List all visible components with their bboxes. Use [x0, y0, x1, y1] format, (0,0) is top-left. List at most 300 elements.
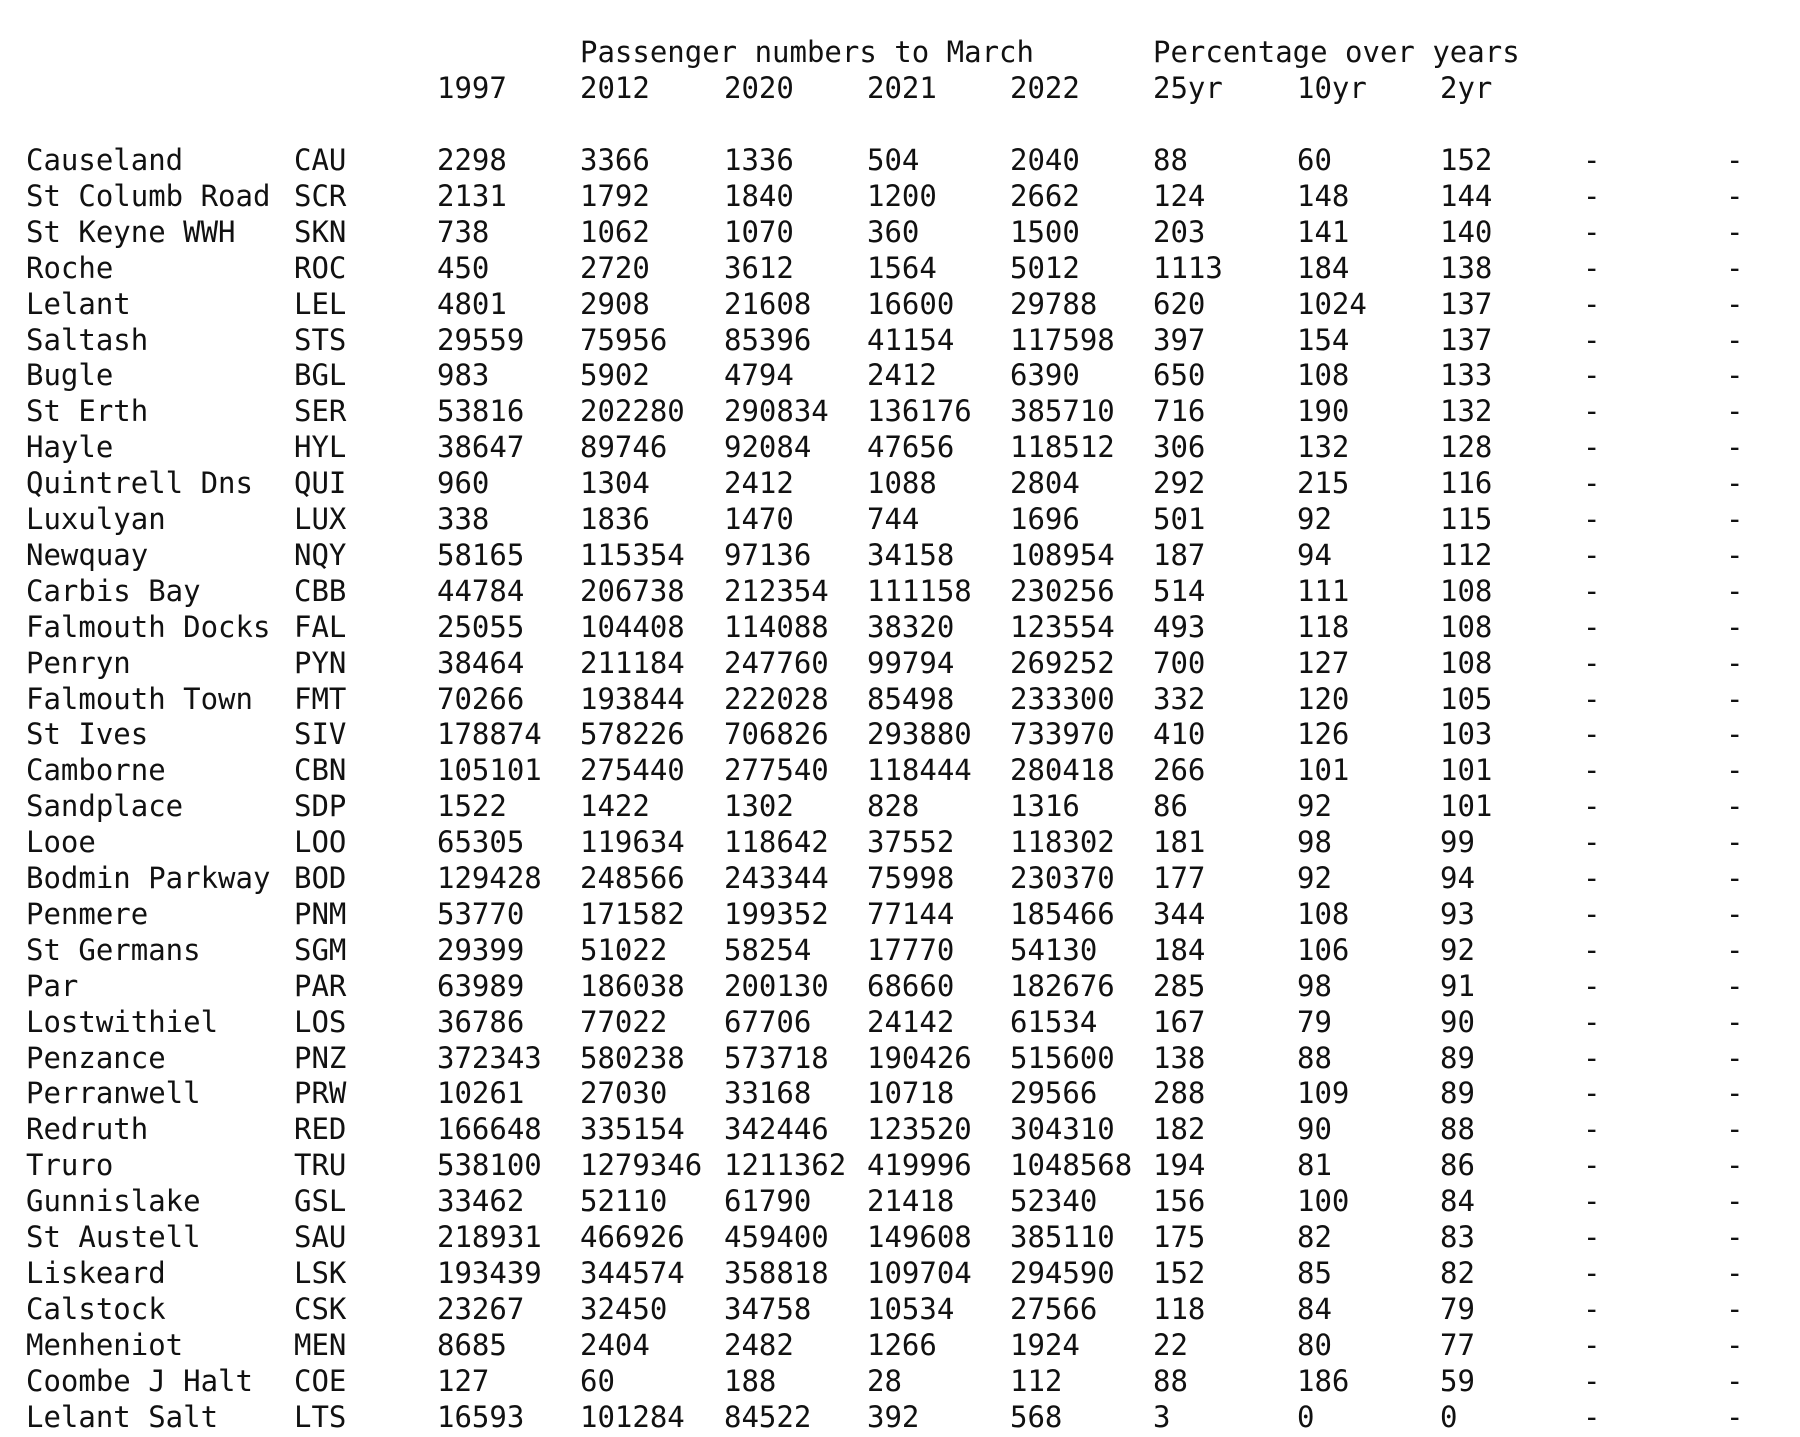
cell-y2020: 2412 [724, 466, 794, 501]
cell-y2020: 84522 [724, 1399, 812, 1434]
cell-p10: 81 [1297, 1148, 1332, 1183]
cell-d2: - [1726, 609, 1744, 644]
cell-y2020: 58254 [724, 932, 812, 967]
cell-d2: - [1726, 1076, 1744, 1111]
table-row [26, 1219, 1786, 1255]
cell-name: Coombe J Halt [26, 1363, 253, 1398]
cell-y2022: 1316 [1010, 789, 1080, 824]
cell-d2: - [1726, 681, 1744, 716]
cell-d2: - [1726, 1112, 1744, 1147]
cell-y2012: 248566 [580, 861, 685, 895]
cell-p25: 716 [1153, 394, 1206, 429]
table-row [26, 429, 1786, 465]
table-row [26, 393, 1786, 429]
cell-y2020: 1840 [724, 178, 794, 213]
cell-y2012: 32450 [580, 1291, 668, 1326]
table-row [26, 1183, 1786, 1219]
cell-y2020: 222028 [724, 681, 829, 716]
cell-y2022: 294590 [1010, 1255, 1115, 1290]
cell-y2022: 2804 [1010, 466, 1080, 501]
cell-p10: 79 [1297, 1004, 1332, 1039]
cell-code: PRW [294, 1076, 347, 1111]
cell-y1997: 58165 [437, 537, 525, 572]
cell-y2022: 230256 [1010, 573, 1115, 608]
table-row [26, 1040, 1786, 1076]
cell-name: Lelant [26, 286, 131, 321]
cell-p25: 397 [1153, 322, 1206, 357]
column-header-2020: 2020 [724, 71, 794, 105]
table-row [26, 1147, 1786, 1183]
cell-y2022: 6390 [1010, 358, 1080, 393]
cell-y2022: 568 [1010, 1399, 1063, 1434]
cell-p10: 148 [1297, 178, 1350, 213]
cell-d2: - [1726, 1148, 1744, 1183]
cell-y2022: 29566 [1010, 1076, 1098, 1111]
cell-code: CBB [294, 573, 347, 608]
cell-y2020: 459400 [724, 1220, 829, 1254]
cell-p10: 92 [1297, 789, 1332, 824]
cell-y2022: 230370 [1010, 861, 1115, 895]
cell-y2020: 188 [724, 1363, 777, 1398]
cell-y2021: 111158 [867, 573, 972, 608]
cell-y2012: 578226 [580, 717, 685, 752]
cell-y2021: 504 [867, 143, 920, 177]
cell-y2020: 1470 [724, 502, 794, 536]
cell-d1: - [1583, 286, 1601, 321]
cell-d2: - [1726, 645, 1744, 680]
cell-y2012: 206738 [580, 573, 685, 608]
table-row [26, 501, 1786, 537]
cell-name: Gunnislake [26, 1184, 201, 1219]
cell-p2: 99 [1440, 825, 1475, 860]
cell-p10: 0 [1297, 1399, 1315, 1434]
cell-d1: - [1583, 1399, 1601, 1434]
cell-y2012: 52110 [580, 1184, 668, 1219]
cell-name: Penryn [26, 645, 131, 680]
cell-p10: 109 [1297, 1076, 1350, 1111]
cell-p10: 108 [1297, 358, 1350, 393]
cell-y2012: 186038 [580, 968, 685, 1003]
cell-code: FMT [294, 681, 347, 716]
cell-p25: 88 [1153, 143, 1188, 177]
cell-code: MEN [294, 1327, 347, 1362]
cell-y1997: 53770 [437, 896, 525, 931]
cell-y2012: 1792 [580, 178, 650, 213]
cell-d2: - [1726, 358, 1744, 393]
table-row [26, 1004, 1786, 1040]
cell-p25: 118 [1153, 1291, 1206, 1326]
cell-d1: - [1583, 1076, 1601, 1111]
cell-name: Sandplace [26, 789, 184, 824]
table-row [26, 214, 1786, 250]
cell-p2: 79 [1440, 1291, 1475, 1326]
cell-y2021: 1266 [867, 1327, 937, 1362]
cell-y2021: 75998 [867, 861, 955, 895]
cell-y2020: 114088 [724, 609, 829, 644]
cell-y1997: 960 [437, 466, 490, 501]
cell-name: Penmere [26, 896, 149, 931]
cell-d2: - [1726, 896, 1744, 931]
cell-p2: 77 [1440, 1327, 1475, 1362]
cell-y2012: 119634 [580, 825, 685, 860]
cell-y2012: 77022 [580, 1004, 668, 1039]
cell-y2012: 275440 [580, 753, 685, 788]
cell-y2022: 233300 [1010, 681, 1115, 716]
cell-name: Calstock [26, 1291, 166, 1326]
cell-y2022: 385710 [1010, 394, 1115, 429]
cell-p2: 89 [1440, 1040, 1475, 1075]
cell-y2020: 4794 [724, 358, 794, 393]
cell-p10: 215 [1297, 466, 1350, 501]
cell-code: LTS [294, 1399, 347, 1434]
cell-y2021: 136176 [867, 394, 972, 429]
cell-code: ROC [294, 250, 347, 285]
cell-p10: 186 [1297, 1363, 1350, 1398]
cell-p25: 86 [1153, 789, 1188, 824]
cell-p2: 138 [1440, 250, 1493, 285]
table-row [26, 824, 1786, 860]
cell-d2: - [1726, 573, 1744, 608]
cell-y2022: 117598 [1010, 322, 1115, 357]
cell-y2020: 243344 [724, 861, 829, 895]
cell-p10: 100 [1297, 1184, 1350, 1219]
cell-name: St Germans [26, 932, 201, 967]
cell-d1: - [1583, 537, 1601, 572]
cell-y2020: 706826 [724, 717, 829, 752]
table-row [26, 322, 1786, 358]
cell-p2: 144 [1440, 178, 1493, 213]
cell-y2020: 21608 [724, 286, 812, 321]
cell-y2012: 171582 [580, 896, 685, 931]
cell-y2021: 1200 [867, 178, 937, 213]
table-row [26, 609, 1786, 645]
cell-y2021: 99794 [867, 645, 955, 680]
cell-p25: 184 [1153, 932, 1206, 967]
cell-code: CAU [294, 143, 347, 177]
cell-y2020: 85396 [724, 322, 812, 357]
cell-p25: 152 [1153, 1255, 1206, 1290]
cell-code: COE [294, 1363, 347, 1398]
cell-d1: - [1583, 430, 1601, 465]
cell-y2021: 190426 [867, 1040, 972, 1075]
cell-p25: 22 [1153, 1327, 1188, 1362]
cell-code: QUI [294, 466, 347, 501]
cell-y2021: 10718 [867, 1076, 955, 1111]
cell-y2012: 335154 [580, 1112, 685, 1147]
cell-y2021: 1088 [867, 466, 937, 501]
cell-y2020: 34758 [724, 1291, 812, 1326]
cell-p10: 98 [1297, 968, 1332, 1003]
cell-d1: - [1583, 1255, 1601, 1290]
cell-y1997: 38464 [437, 645, 525, 680]
cell-y2022: 118512 [1010, 430, 1115, 465]
cell-code: LUX [294, 502, 347, 536]
cell-p2: 84 [1440, 1184, 1475, 1219]
cell-y2022: 385110 [1010, 1220, 1115, 1254]
cell-p25: 493 [1153, 609, 1206, 644]
cell-d1: - [1583, 214, 1601, 249]
table-row [26, 645, 1786, 681]
cell-d2: - [1726, 1184, 1744, 1219]
cell-d2: - [1726, 789, 1744, 824]
cell-y1997: 25055 [437, 609, 525, 644]
cell-y2020: 277540 [724, 753, 829, 788]
cell-y2022: 269252 [1010, 645, 1115, 680]
cell-y1997: 4801 [437, 286, 507, 321]
cell-d2: - [1726, 143, 1744, 177]
cell-p2: 0 [1440, 1399, 1458, 1434]
cell-p2: 88 [1440, 1112, 1475, 1147]
cell-y2012: 2720 [580, 250, 650, 285]
cell-y1997: 1522 [437, 789, 507, 824]
cell-code: PNZ [294, 1040, 347, 1075]
cell-y2021: 149608 [867, 1220, 972, 1254]
cell-y1997: 65305 [437, 825, 525, 860]
group-header-percentage: Percentage over years [1153, 35, 1520, 69]
cell-y2020: 1070 [724, 214, 794, 249]
cell-y2020: 1211362 [724, 1148, 847, 1183]
cell-p25: 138 [1153, 1040, 1206, 1075]
cell-d2: - [1726, 250, 1744, 285]
cell-name: Falmouth Town [26, 681, 253, 716]
cell-y2022: 29788 [1010, 286, 1098, 321]
table-row [26, 465, 1786, 501]
cell-code: GSL [294, 1184, 347, 1219]
cell-y2021: 41154 [867, 322, 955, 357]
cell-p2: 89 [1440, 1076, 1475, 1111]
cell-p25: 181 [1153, 825, 1206, 860]
cell-name: Newquay [26, 537, 149, 572]
cell-p10: 88 [1297, 1040, 1332, 1075]
cell-y2012: 60 [580, 1363, 615, 1398]
cell-y2020: 573718 [724, 1040, 829, 1075]
cell-name: Carbis Bay [26, 573, 201, 608]
column-header-10yr: 10yr [1297, 71, 1367, 105]
cell-d1: - [1583, 681, 1601, 716]
cell-name: Truro [26, 1148, 114, 1183]
cell-y1997: 127 [437, 1363, 490, 1398]
cell-y1997: 29559 [437, 322, 525, 357]
cell-p10: 132 [1297, 430, 1350, 465]
cell-y1997: 44784 [437, 573, 525, 608]
cell-y1997: 129428 [437, 861, 542, 895]
cell-y2012: 3366 [580, 143, 650, 177]
cell-d1: - [1583, 932, 1601, 967]
table-row [26, 968, 1786, 1004]
cell-p10: 85 [1297, 1255, 1332, 1290]
cell-p25: 1113 [1153, 250, 1223, 285]
cell-y2021: 68660 [867, 968, 955, 1003]
table-row [26, 896, 1786, 932]
cell-p25: 501 [1153, 502, 1206, 536]
cell-p10: 141 [1297, 214, 1350, 249]
cell-y1997: 23267 [437, 1291, 525, 1326]
cell-code: FAL [294, 609, 347, 644]
cell-p25: 167 [1153, 1004, 1206, 1039]
table-row [26, 716, 1786, 752]
cell-y2020: 358818 [724, 1255, 829, 1290]
cell-p10: 118 [1297, 609, 1350, 644]
cell-d2: - [1726, 1255, 1744, 1290]
cell-y1997: 218931 [437, 1220, 542, 1254]
cell-name: Bodmin Parkway [26, 861, 271, 895]
cell-y2021: 47656 [867, 430, 955, 465]
cell-d1: - [1583, 322, 1601, 357]
cell-p10: 60 [1297, 143, 1332, 177]
cell-p25: 292 [1153, 466, 1206, 501]
cell-y2022: 280418 [1010, 753, 1115, 788]
cell-d1: - [1583, 861, 1601, 895]
cell-d1: - [1583, 1004, 1601, 1039]
cell-y1997: 29399 [437, 932, 525, 967]
cell-y2012: 2908 [580, 286, 650, 321]
table-row [26, 357, 1786, 393]
cell-y2021: 24142 [867, 1004, 955, 1039]
cell-y2021: 28 [867, 1363, 902, 1398]
cell-y1997: 53816 [437, 394, 525, 429]
cell-d1: - [1583, 1040, 1601, 1075]
cell-y2012: 1836 [580, 502, 650, 536]
cell-p2: 137 [1440, 322, 1493, 357]
cell-p10: 127 [1297, 645, 1350, 680]
cell-p2: 112 [1440, 537, 1493, 572]
cell-p2: 94 [1440, 861, 1475, 895]
column-header-2021: 2021 [867, 71, 937, 105]
cell-y2021: 16600 [867, 286, 955, 321]
cell-y2012: 75956 [580, 322, 668, 357]
cell-p2: 83 [1440, 1220, 1475, 1254]
cell-y1997: 983 [437, 358, 490, 393]
cell-p25: 194 [1153, 1148, 1206, 1183]
table-row [26, 1255, 1786, 1291]
cell-d2: - [1726, 932, 1744, 967]
cell-code: SCR [294, 178, 347, 213]
cell-y2012: 1279346 [580, 1148, 703, 1183]
cell-y2022: 733970 [1010, 717, 1115, 752]
group-header-passengers: Passenger numbers to March [580, 35, 1034, 69]
cell-d1: - [1583, 1220, 1601, 1254]
table-row [26, 788, 1786, 824]
cell-d1: - [1583, 178, 1601, 213]
cell-p2: 101 [1440, 753, 1493, 788]
cell-y2022: 185466 [1010, 896, 1115, 931]
cell-name: Falmouth Docks [26, 609, 271, 644]
cell-y2012: 27030 [580, 1076, 668, 1111]
cell-code: LOO [294, 825, 347, 860]
cell-y2022: 112 [1010, 1363, 1063, 1398]
cell-y2021: 17770 [867, 932, 955, 967]
cell-d2: - [1726, 322, 1744, 357]
cell-p25: 182 [1153, 1112, 1206, 1147]
cell-d2: - [1726, 861, 1744, 895]
cell-y1997: 105101 [437, 753, 542, 788]
cell-p10: 106 [1297, 932, 1350, 967]
cell-y2012: 101284 [580, 1399, 685, 1434]
cell-p2: 128 [1440, 430, 1493, 465]
cell-d2: - [1726, 1220, 1744, 1254]
cell-y2022: 5012 [1010, 250, 1080, 285]
cell-y2021: 123520 [867, 1112, 972, 1147]
cell-y2012: 344574 [580, 1255, 685, 1290]
cell-name: Liskeard [26, 1255, 166, 1290]
cell-p25: 124 [1153, 178, 1206, 213]
column-header-2012: 2012 [580, 71, 650, 105]
cell-p2: 116 [1440, 466, 1493, 501]
cell-y1997: 372343 [437, 1040, 542, 1075]
cell-y2012: 115354 [580, 537, 685, 572]
cell-p2: 86 [1440, 1148, 1475, 1183]
cell-d2: - [1726, 214, 1744, 249]
cell-d2: - [1726, 394, 1744, 429]
cell-y1997: 63989 [437, 968, 525, 1003]
cell-name: Par [26, 968, 79, 1003]
cell-code: SDP [294, 789, 347, 824]
table-row [26, 1363, 1786, 1399]
cell-code: BGL [294, 358, 347, 393]
cell-name: St Columb Road [26, 178, 271, 213]
table-row [26, 681, 1786, 717]
column-header-2022: 2022 [1010, 71, 1080, 105]
cell-code: LOS [294, 1004, 347, 1039]
table-row [26, 537, 1786, 573]
cell-code: SGM [294, 932, 347, 967]
cell-p25: 344 [1153, 896, 1206, 931]
cell-p25: 203 [1153, 214, 1206, 249]
cell-y2020: 2482 [724, 1327, 794, 1362]
cell-name: St Ives [26, 717, 149, 752]
cell-p10: 82 [1297, 1220, 1332, 1254]
cell-y2022: 182676 [1010, 968, 1115, 1003]
cell-name: Hayle [26, 430, 114, 465]
cell-y2021: 21418 [867, 1184, 955, 1219]
cell-code: LEL [294, 286, 347, 321]
cell-code: PAR [294, 968, 347, 1003]
cell-y1997: 166648 [437, 1112, 542, 1147]
cell-d1: - [1583, 645, 1601, 680]
cell-y2020: 33168 [724, 1076, 812, 1111]
cell-p10: 190 [1297, 394, 1350, 429]
cell-y2020: 212354 [724, 573, 829, 608]
cell-y1997: 193439 [437, 1255, 542, 1290]
cell-y1997: 2131 [437, 178, 507, 213]
table-row [26, 932, 1786, 968]
cell-y2021: 109704 [867, 1255, 972, 1290]
cell-code: PYN [294, 645, 347, 680]
cell-code: CBN [294, 753, 347, 788]
cell-d1: - [1583, 1291, 1601, 1326]
cell-d2: - [1726, 717, 1744, 752]
table-row [26, 1075, 1786, 1111]
cell-p25: 177 [1153, 861, 1206, 895]
table-row [26, 250, 1786, 286]
cell-y2022: 1696 [1010, 502, 1080, 536]
cell-y1997: 38647 [437, 430, 525, 465]
table-row [26, 752, 1786, 788]
cell-p10: 92 [1297, 861, 1332, 895]
cell-p2: 108 [1440, 645, 1493, 680]
cell-y1997: 538100 [437, 1148, 542, 1183]
cell-d1: - [1583, 502, 1601, 536]
cell-y2021: 34158 [867, 537, 955, 572]
cell-y2022: 1500 [1010, 214, 1080, 249]
cell-p2: 140 [1440, 214, 1493, 249]
cell-y2020: 247760 [724, 645, 829, 680]
cell-y1997: 738 [437, 214, 490, 249]
cell-y2012: 193844 [580, 681, 685, 716]
cell-code: TRU [294, 1148, 347, 1183]
cell-y2020: 61790 [724, 1184, 812, 1219]
cell-p25: 285 [1153, 968, 1206, 1003]
